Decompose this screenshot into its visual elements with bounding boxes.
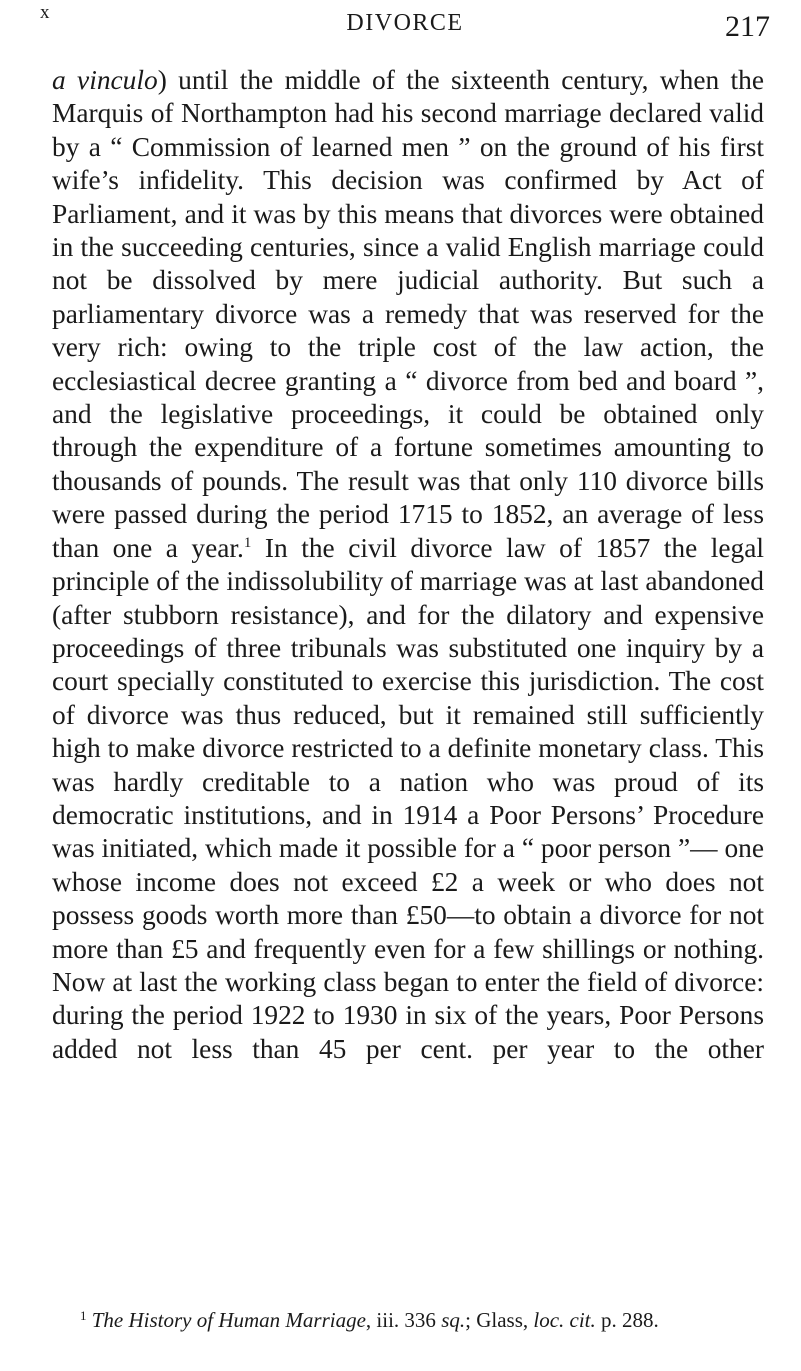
running-head: DIVORCE — [346, 10, 464, 36]
footnote-loc-cit: loc. cit. — [533, 1308, 596, 1332]
footnote-marker: 1 — [80, 1308, 87, 1323]
footnote-text-part-1: , iii. 336 — [365, 1308, 442, 1332]
signature-mark: x — [40, 2, 50, 23]
footnote-sq: sq. — [441, 1308, 466, 1332]
latin-phrase: a vinculo — [52, 65, 158, 95]
body-paragraph — [52, 64, 764, 1066]
body-text-part-1: ) until the middle of the sixteenth century, when the Marquis of Northampton had his second marriage declared valid by a “ Commission of learned men ” on the ground of his first wife’s infidelity. This decision was confirmed by Act of Parliament, and it was by this means that divorces were obtained in the succeeding centuries, since a valid English marriage could not be dissolved by mere judicial authority. But such a parliamentary divorce was a remedy that was reserved for the very rich: owing to the triple cost of the law action, the ecclesiastical decree granting a “ divorce from bed and board ”, and the legislative proceedings, it could be obtained only through the expenditure of a fortune sometimes amounting to thousands of pounds. The result was that only 110 divorce bills were passed during the period 1715 to 1852, an average of less than one a year. — [52, 65, 764, 563]
footnote-text-part-3: p. 288. — [595, 1308, 659, 1332]
page-header — [40, 2, 770, 42]
footnote — [52, 1304, 764, 1332]
footnote-book-title: The History of Human Marriage — [91, 1308, 366, 1332]
footnote-reference: 1 — [243, 534, 252, 551]
page-number: 217 — [725, 10, 770, 43]
footnote-text-part-2: ; Glass, — [465, 1308, 534, 1332]
body-text-part-2: In the civil divorce law of 1857 the legal principle of the indissolubility of marriage was at last abandoned (after stubborn resistance), and for the dilatory and expensive proceedings of three tribunals was substituted one inquiry by a court specially constituted to exercise this jurisdiction. The cost of divorce was thus reduced, but it remained still sufficiently high to make divorce restricted to a definite monetary class. This was hardly creditable to a nation who was proud of its democratic institutions, and in 1914 a Poor Persons’ Procedure was initiated, which made it possible for a “ poor person ”— one whose income does not exceed £2 a week or who does not possess goods worth more than £50—to obtain a divorce for not more than £5 and frequently even for a few shillings or nothing. Now at last the working class began to enter the field of divorce: during the period 1922 to 1930 in six of the years, Poor Persons added not less than 45 per cent. per year to the other — [52, 532, 764, 1064]
